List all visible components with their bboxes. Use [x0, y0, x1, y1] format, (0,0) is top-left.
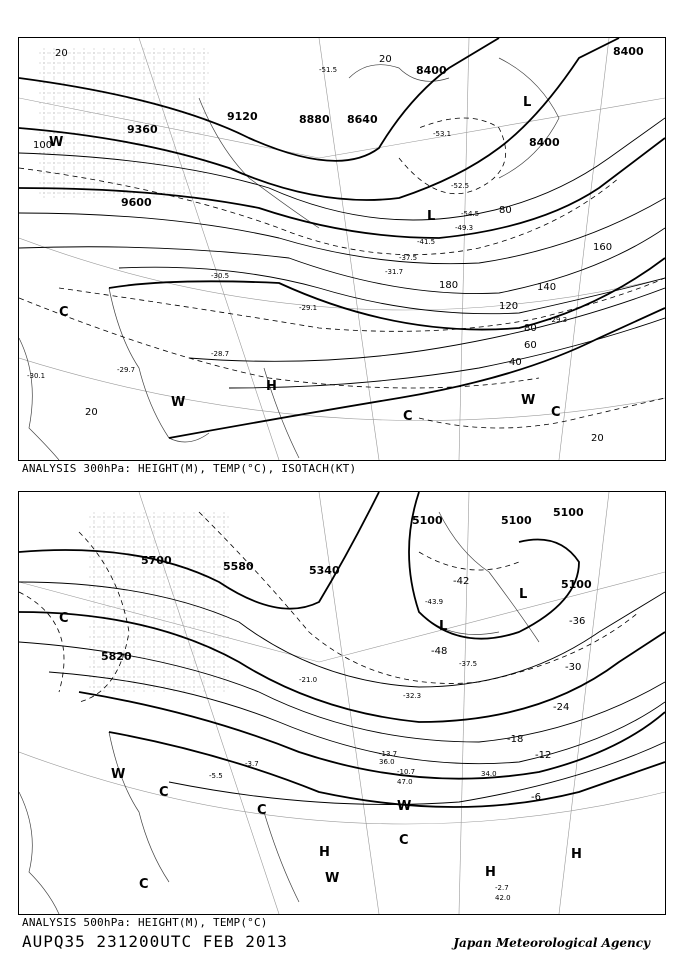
low-marker: L	[523, 95, 532, 110]
isotach-label: 80	[524, 323, 537, 334]
low-marker: L	[519, 587, 528, 602]
cold-marker: C	[551, 405, 561, 420]
temp-label: -12	[535, 750, 552, 761]
station-value: -32.3	[403, 692, 422, 700]
temp-label: -36	[569, 616, 586, 627]
height-label: 5100	[553, 506, 584, 519]
station-value: 47.0	[397, 778, 413, 786]
height-label: 5100	[501, 514, 532, 527]
temp-label: -24	[553, 702, 570, 713]
isotach-label: 20	[85, 407, 98, 418]
isotach-label: 40	[509, 357, 522, 368]
station-value: -37.5	[459, 660, 478, 668]
low-marker: L	[439, 619, 448, 634]
temp-label: -51.5	[319, 66, 338, 74]
hatched-region	[89, 512, 229, 692]
station-value: -10.7	[397, 768, 416, 776]
warm-marker: W	[171, 395, 186, 410]
isotach-label: 100	[33, 140, 53, 151]
warm-marker: W	[521, 393, 536, 408]
temp-label: -37.5	[399, 254, 418, 262]
cold-marker: C	[403, 409, 413, 424]
temp-label: -29.7	[117, 366, 136, 374]
agency-name: Japan Meteorological Agency	[453, 936, 650, 950]
height-label: 5340	[309, 564, 340, 577]
cold-marker: C	[139, 877, 149, 892]
warm-marker: W	[49, 135, 64, 150]
warm-marker: W	[111, 767, 126, 782]
temp-label: -18	[507, 734, 524, 745]
height-label: 8400	[529, 136, 560, 149]
cold-marker: C	[159, 785, 169, 800]
isotach-label: 120	[499, 301, 519, 312]
temp-label: -49.3	[455, 224, 474, 232]
isotach-label: 180	[439, 280, 459, 291]
temp-label: -30.5	[211, 272, 230, 280]
hatched-region	[39, 48, 209, 198]
height-label: 8400	[613, 45, 644, 58]
isotach-label: 80	[499, 205, 512, 216]
temp-label: -52.5	[451, 182, 470, 190]
station-value: -5.5	[209, 772, 223, 780]
station-value: 42.0	[495, 894, 511, 902]
station-value: -43.9	[425, 598, 444, 606]
temp-label: -41.5	[417, 238, 436, 246]
temp-label: -42	[453, 576, 470, 587]
height-label: 5700	[141, 554, 172, 567]
temp-label: -54.5	[461, 210, 480, 218]
isotach-label: 140	[537, 282, 557, 293]
warm-marker: W	[397, 799, 412, 814]
high-marker: H	[485, 865, 496, 880]
height-label: 8400	[416, 64, 447, 77]
temp-label: -29.1	[299, 304, 318, 312]
height-label: 9360	[127, 123, 158, 136]
high-marker: H	[571, 847, 582, 862]
height-label: 9600	[121, 196, 152, 209]
temp-label: -30	[565, 662, 582, 673]
temp-label: -6	[531, 792, 541, 803]
chart-code: AUPQ35 231200UTC FEB 2013	[22, 932, 288, 951]
caption-500hpa: ANALYSIS 500hPa: HEIGHT(M), TEMP(°C)	[22, 916, 268, 929]
map-500hpa	[18, 491, 666, 915]
cold-marker: C	[59, 611, 69, 626]
height-label: 8640	[347, 113, 378, 126]
low-marker: L	[427, 209, 436, 224]
temp-label: -29.3	[549, 316, 568, 324]
map-500hpa-canvas	[19, 492, 665, 914]
height-label: 9120	[227, 110, 258, 123]
height-label: 5820	[101, 650, 132, 663]
height-label: 5100	[412, 514, 443, 527]
cold-marker: C	[59, 305, 69, 320]
cold-marker: C	[257, 803, 267, 818]
isotach-label: 60	[524, 340, 537, 351]
temp-label: -48	[431, 646, 448, 657]
cold-marker: C	[399, 833, 409, 848]
station-value: -13.7	[379, 750, 398, 758]
isotach-label: 20	[55, 48, 68, 59]
station-value: 34.0	[481, 770, 497, 778]
station-value: 36.0	[379, 758, 395, 766]
isotach-label: 20	[591, 433, 604, 444]
station-value: -2.7	[495, 884, 509, 892]
high-marker: H	[319, 845, 330, 860]
height-label: 5100	[561, 578, 592, 591]
map-300hpa-canvas	[19, 38, 665, 460]
temp-label: -53.1	[433, 130, 452, 138]
temp-label: -28.7	[211, 350, 230, 358]
map-300hpa	[18, 37, 666, 461]
height-label: 5580	[223, 560, 254, 573]
height-label: 8880	[299, 113, 330, 126]
warm-marker: W	[325, 871, 340, 886]
high-marker: H	[266, 379, 277, 394]
temperature-labels	[431, 576, 585, 803]
temp-label: -30.1	[27, 372, 46, 380]
isotach-label: 20	[379, 54, 392, 65]
temp-label: -31.7	[385, 268, 404, 276]
isotach-label: 160	[593, 242, 613, 253]
station-value: -3.7	[245, 760, 259, 768]
station-value: -21.0	[299, 676, 318, 684]
caption-300hpa: ANALYSIS 300hPa: HEIGHT(M), TEMP(°C), ISOTACH(KT)	[22, 462, 357, 475]
